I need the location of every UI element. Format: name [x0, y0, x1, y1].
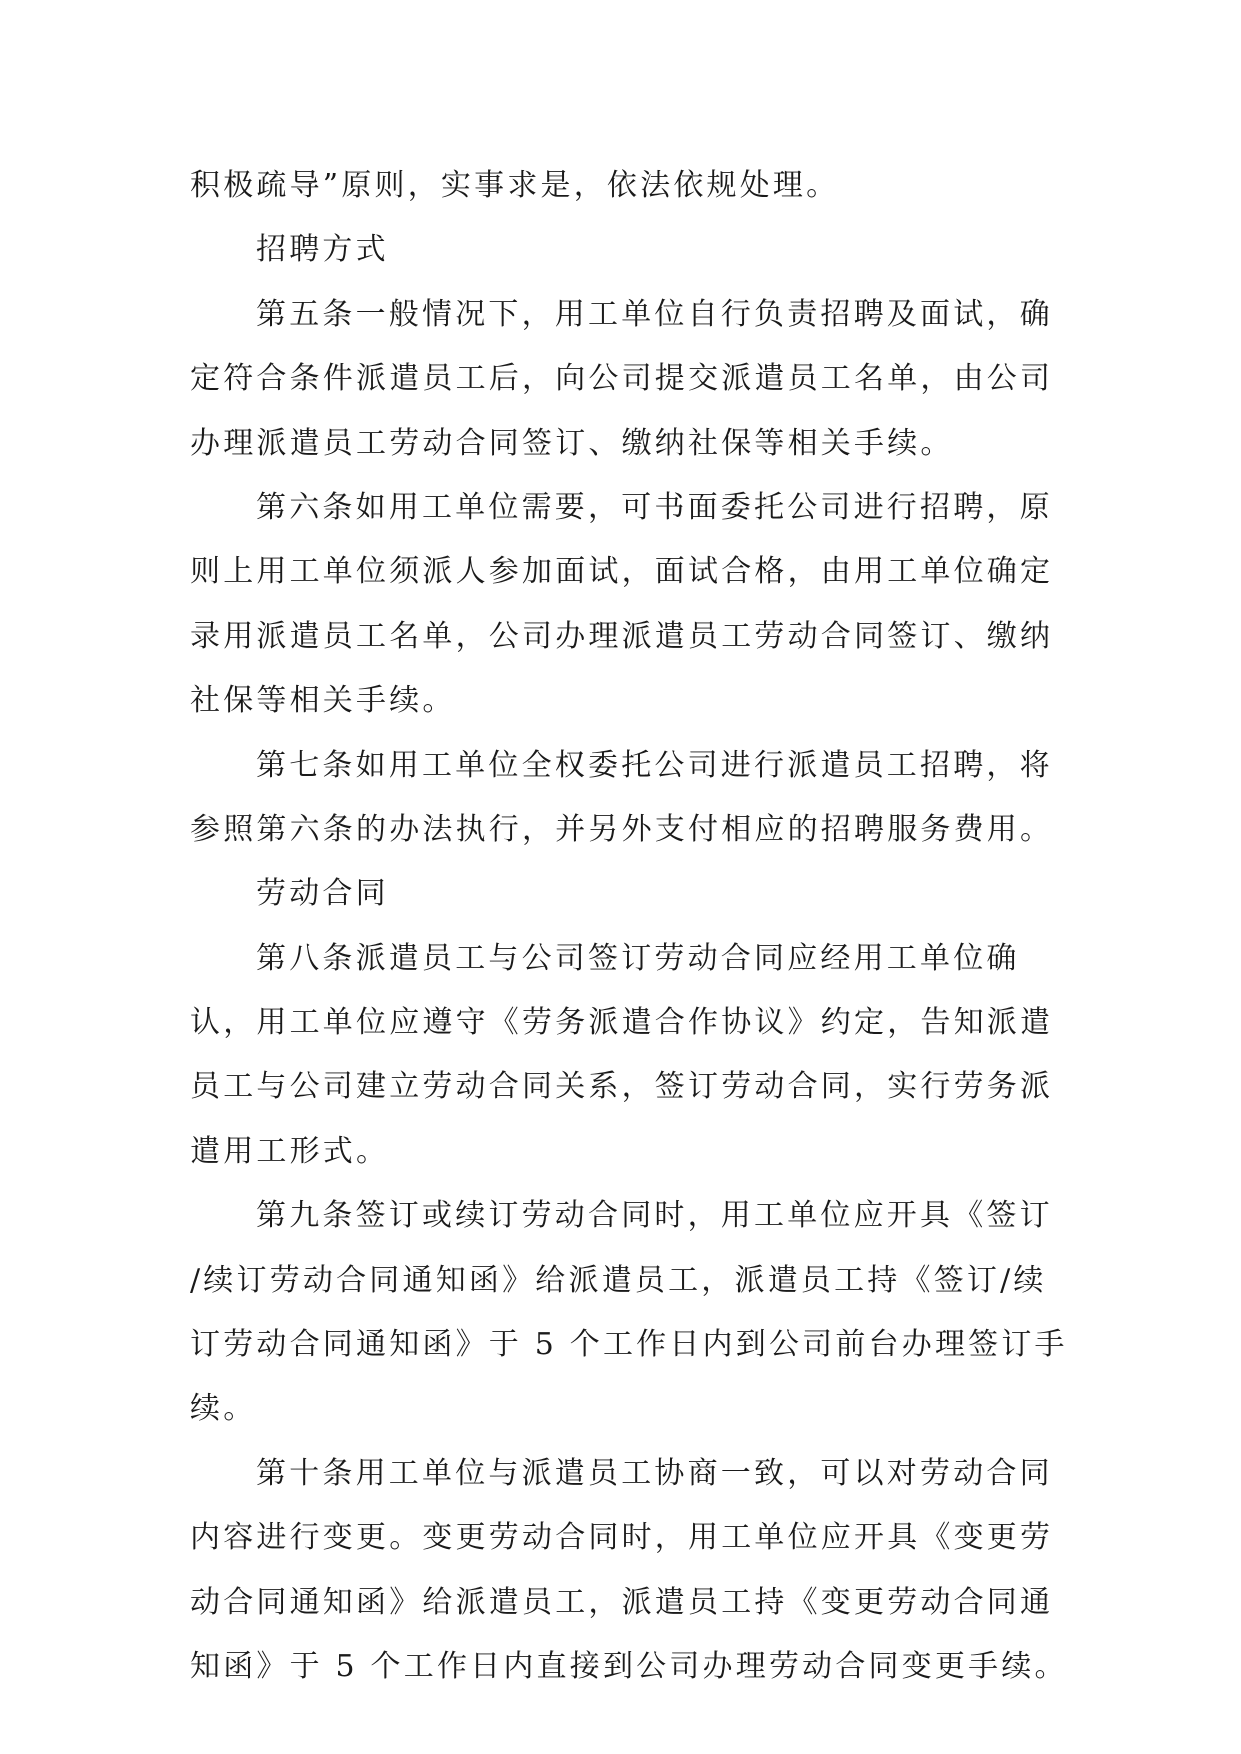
article-6-line: 则上用工单位须派人参加面试，面试合格，由用工单位确定 [190, 554, 1054, 590]
article-9-line: 第九条签订或续订劳动合同时，用工单位应开具《签订 [256, 1198, 1053, 1234]
article-10-line: 知函》于 5 个工作日内直接到公司办理劳动合同变更手续。 [190, 1648, 1068, 1684]
article-8-line: 员工与公司建立劳动合同关系，签订劳动合同，实行劳务派 [190, 1069, 1054, 1105]
article-10-line: 动合同通知函》给派遣员工，派遣员工持《变更劳动合同通 [190, 1584, 1054, 1620]
article-9-line: 订劳动合同通知函》于 5 个工作日内到公司前台办理签订手 [190, 1327, 1068, 1363]
article-10-line: 第十条用工单位与派遣员工协商一致，可以对劳动合同 [256, 1455, 1053, 1491]
text-line: 积极疏导”原则，实事求是，依法依规处理。 [190, 168, 840, 203]
article-8-line: 认，用工单位应遵守《劳务派遣合作协议》约定，告知派遣 [190, 1005, 1054, 1041]
document-body [190, 154, 1070, 1699]
article-8-line: 第八条派遣员工与公司签订劳动合同应经用工单位确 [256, 940, 1020, 976]
article-6-line: 社保等相关手续。 [190, 683, 456, 719]
article-6-line: 录用派遣员工名单，公司办理派遣员工劳动合同签订、缴纳 [190, 618, 1054, 654]
article-5-line: 定符合条件派遣员工后，向公司提交派遣员工名单，由公司 [190, 361, 1054, 397]
section-heading-recruitment: 招聘方式 [256, 232, 389, 268]
article-5-line: 第五条一般情况下，用工单位自行负责招聘及面试，确 [256, 296, 1053, 332]
section-heading-labor-contract: 劳动合同 [256, 876, 389, 912]
article-10-line: 内容进行变更。变更劳动合同时，用工单位应开具《变更劳 [190, 1520, 1054, 1556]
article-7-line: 第七条如用工单位全权委托公司进行派遣员工招聘，将 [256, 747, 1053, 783]
article-8-line: 遣用工形式。 [190, 1133, 390, 1169]
article-9-line: /续订劳动合同通知函》给派遣员工，派遣员工持《签订/续 [190, 1262, 1047, 1298]
article-6-line: 第六条如用工单位需要，可书面委托公司进行招聘，原 [256, 489, 1053, 525]
article-7-line: 参照第六条的办法执行，并另外支付相应的招聘服务费用。 [190, 811, 1054, 847]
article-9-line: 续。 [190, 1391, 257, 1427]
article-5-line: 办理派遣员工劳动合同签订、缴纳社保等相关手续。 [190, 425, 954, 461]
